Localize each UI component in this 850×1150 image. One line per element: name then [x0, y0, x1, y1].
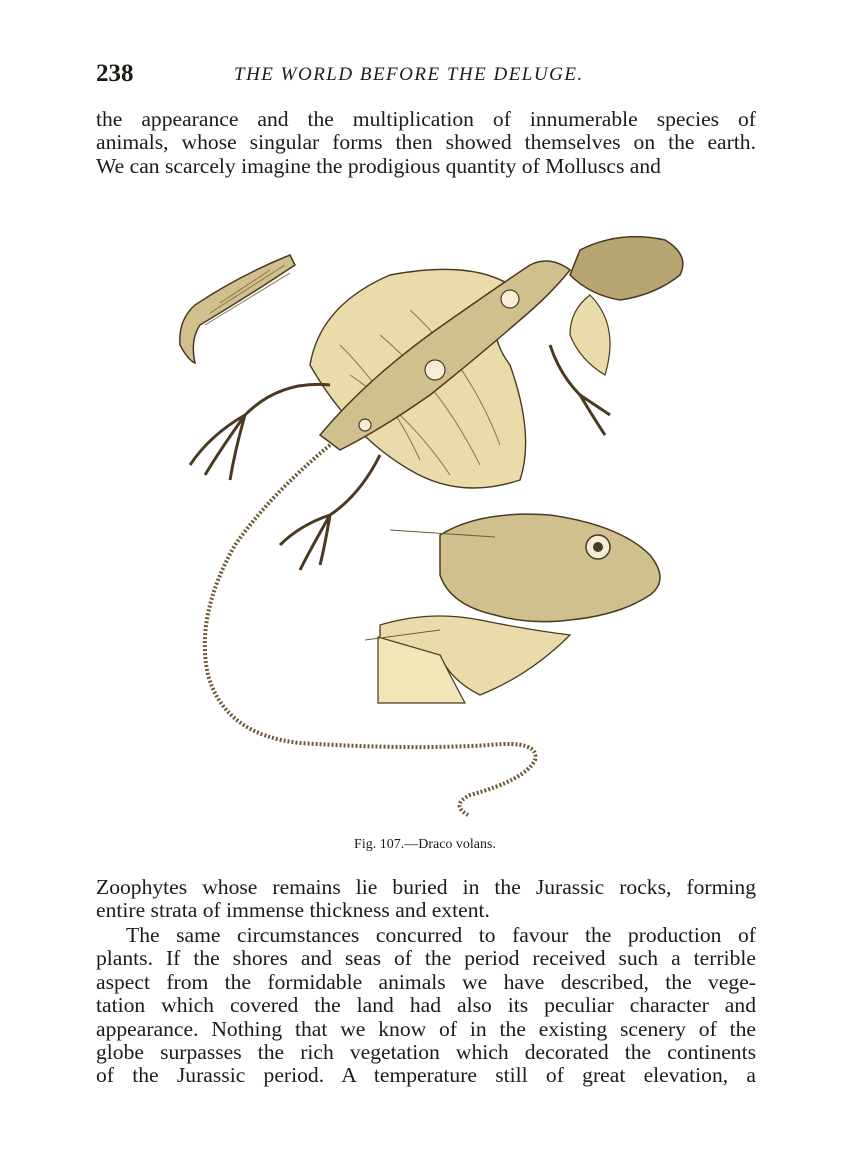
text-line: We can scarcely imagine the prodigious quantity of Molluscs and — [96, 153, 661, 178]
text-line: tation which covered the land had also its peculiar character and — [96, 993, 756, 1018]
claw-detail-drawing — [180, 255, 295, 363]
text-line: of the Jurassic period. A temperature still of great elevation, a — [96, 1063, 756, 1088]
draco-volans-engraving — [150, 225, 710, 825]
running-title: THE WORLD BEFORE THE DELUGE. — [234, 64, 584, 85]
continuation-paragraph — [96, 876, 756, 923]
text-line: plants. If the shores and seas of the period received such a terrible — [96, 946, 756, 971]
text-line: aspect from the formidable animals we have described, the vege- — [96, 969, 756, 994]
page-number: 238 — [96, 60, 134, 87]
lizard-head-drawing — [570, 237, 683, 300]
text-line: Zoophytes whose remains lie buried in the Jurassic rocks, forming — [96, 875, 756, 899]
text-line: The same circumstances concurred to favour the production of — [126, 923, 756, 947]
text-line: animals, whose singular forms then showed themselves on the earth. — [96, 130, 756, 155]
text-line: entire strata of immense thickness and extent. — [96, 898, 490, 923]
text-line: the appearance and the multiplication of innumerable species of — [96, 107, 756, 131]
page-header — [96, 60, 756, 92]
draco-volans-illustration — [150, 225, 710, 825]
head-detail-drawing — [365, 514, 660, 703]
intro-paragraph — [96, 108, 756, 178]
text-line: globe surpasses the rich vegetation which decorated the continents — [96, 1040, 756, 1065]
figure-caption: Fig. 107.—Draco volans. — [354, 837, 496, 852]
body-paragraph — [96, 924, 756, 1088]
text-line: appearance. Nothing that we know of in the existing scenery of the — [96, 1016, 756, 1041]
